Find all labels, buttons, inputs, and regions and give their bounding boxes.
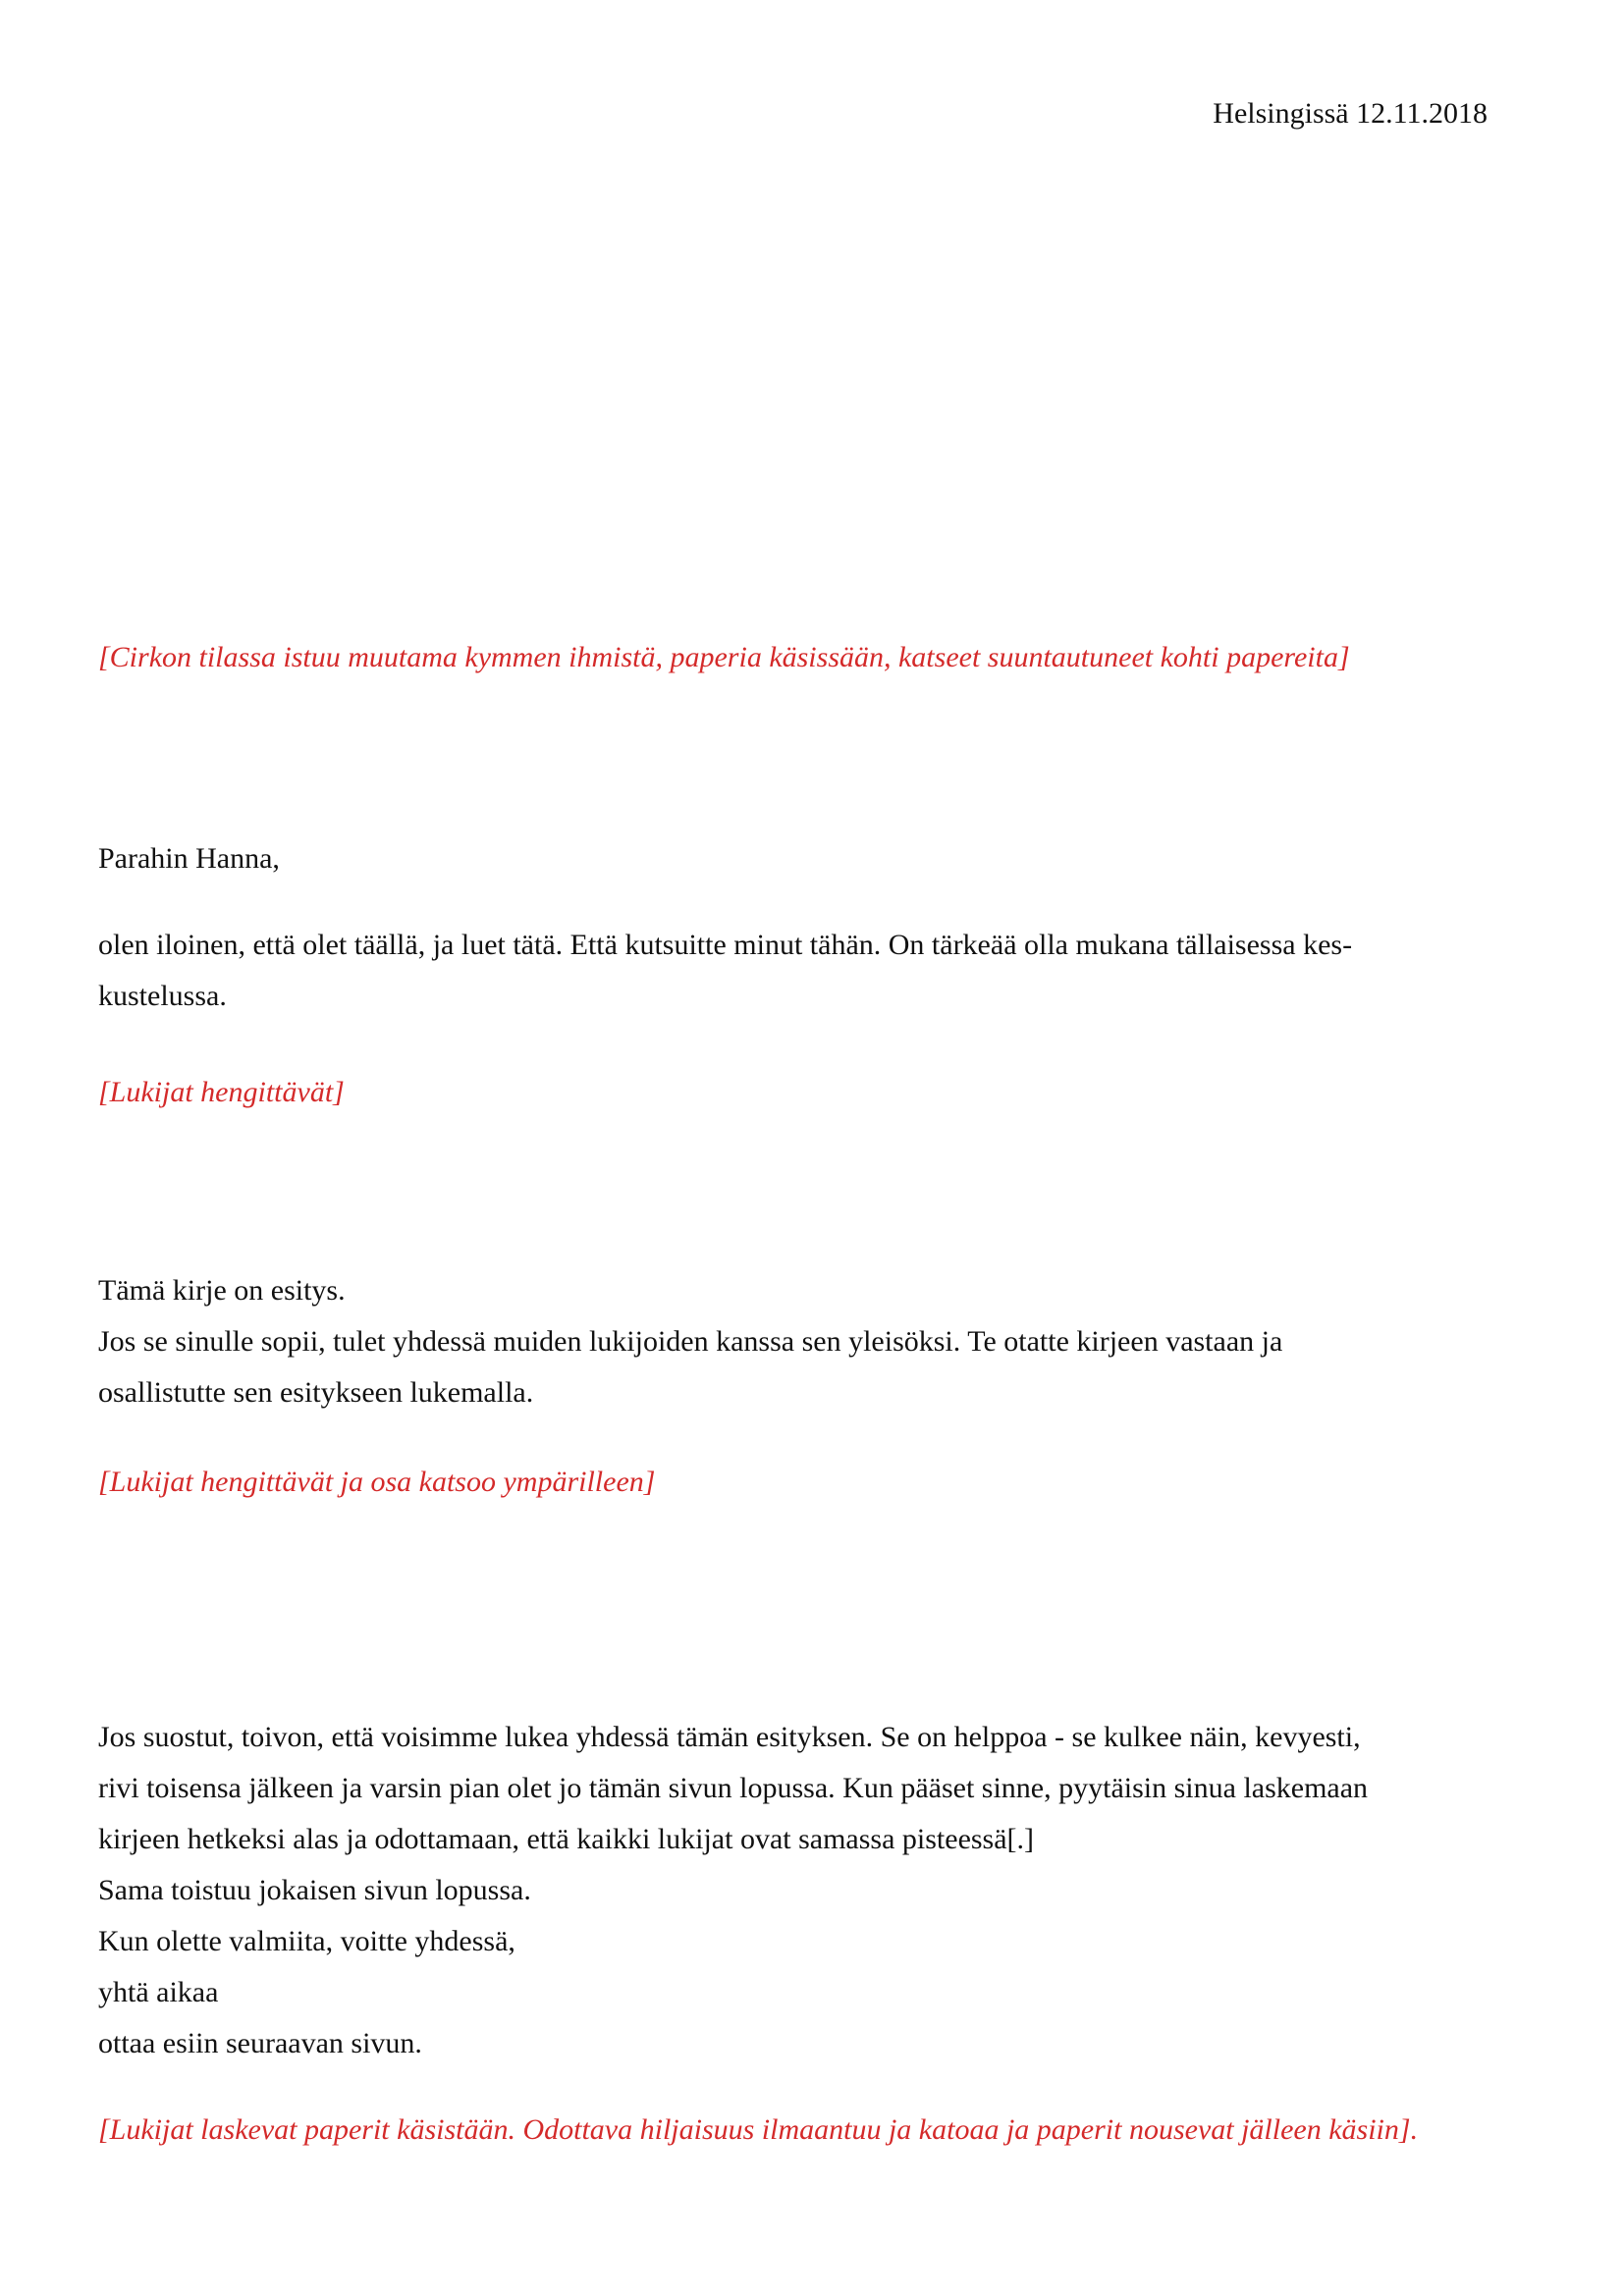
body-line: ottaa esiin seuraavan sivun. (98, 2027, 422, 2059)
body-paragraph-1 (98, 920, 1352, 1022)
body-line: kustelussa. (98, 980, 227, 1012)
stage-direction-opening: [Cirkon tilassa istuu muutama kymmen ihmistä, paperia käsissään, katseet suuntautuneet kohti papereita] (98, 641, 1350, 673)
body-line: Kun olette valmiita, voitte yhdessä, (98, 1925, 515, 1957)
body-line: rivi toisensa jälkeen ja varsin pian olet jo tämän sivun lopussa. Kun pääset sinne, pyytäisin sinua laskemaan (98, 1772, 1369, 1804)
body-line: Jos se sinulle sopii, tulet yhdessä muiden lukijoiden kanssa sen yleisöksi. Te otatte kirjeen vastaan ja (98, 1325, 1283, 1358)
body-line: Sama toistuu jokaisen sivun lopussa. (98, 1874, 531, 1906)
salutation: Parahin Hanna, (98, 842, 280, 875)
stage-direction-closing: [Lukijat laskevat paperit käsistään. Odottava hiljaisuus ilmaantuu ja katoaa ja paperit nousevat jälleen käsiin]. (98, 2113, 1419, 2146)
body-line: yhtä aikaa (98, 1976, 219, 2008)
body-line: osallistutte sen esitykseen lukemalla. (98, 1376, 534, 1409)
body-line: Tämä kirje on esitys. (98, 1274, 346, 1307)
body-line: olen iloinen, että olet täällä, ja luet tätä. Että kutsuitte minut tähän. On tärkeää olla mukana tällaisessa kes- (98, 929, 1353, 961)
body-paragraph-3 (98, 1712, 1368, 2069)
stage-direction-breathe-look: [Lukijat hengittävät ja osa katsoo ympärilleen] (98, 1466, 656, 1498)
body-paragraph-2 (98, 1265, 1282, 1418)
dateline: Helsingissä 12.11.2018 (1213, 97, 1488, 130)
stage-direction-breathe: [Lukijat hengittävät] (98, 1076, 345, 1108)
body-line: Jos suostut, toivon, että voisimme lukea yhdessä tämän esityksen. Se on helppoa - se kulkee näin, kevyesti, (98, 1721, 1361, 1753)
body-line: kirjeen hetkeksi alas ja odottamaan, että kaikki lukijat ovat samassa pisteessä[.] (98, 1823, 1035, 1855)
